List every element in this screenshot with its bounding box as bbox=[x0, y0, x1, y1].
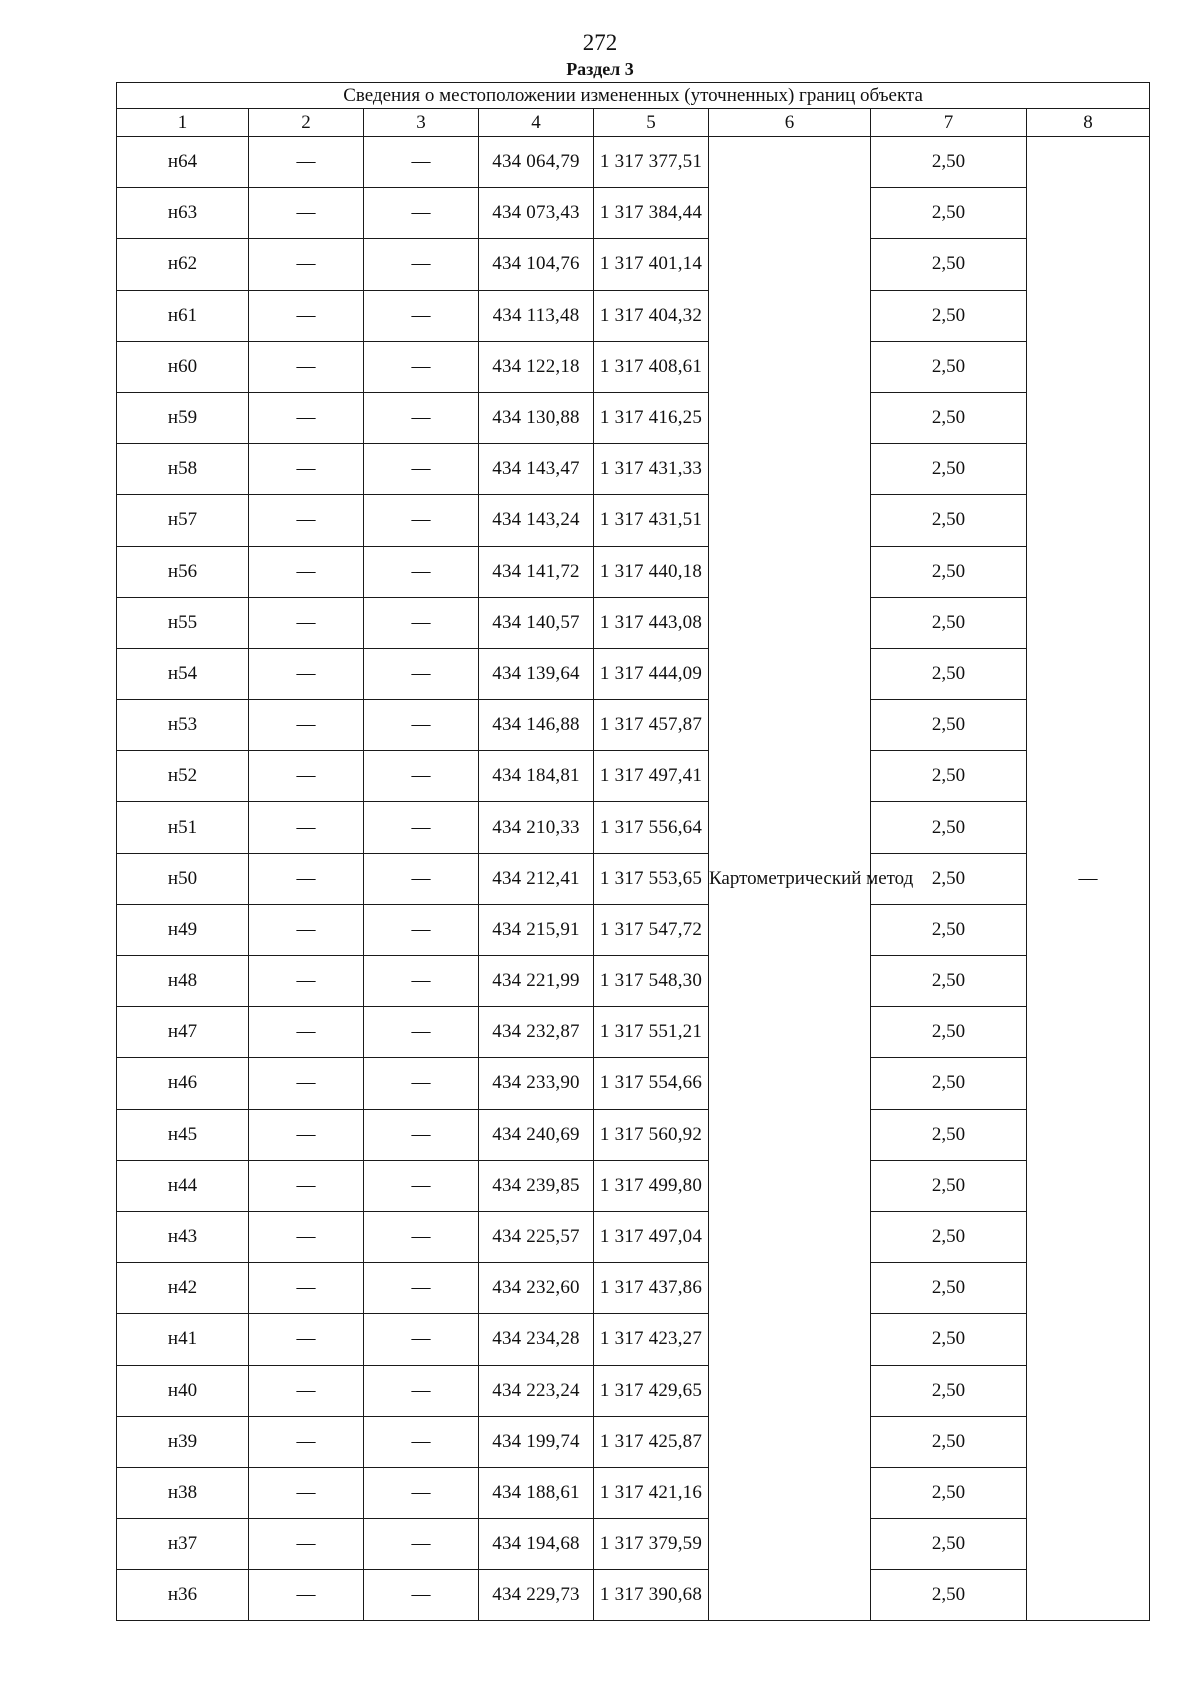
table-row bbox=[117, 904, 1150, 955]
column-number-7: 7 bbox=[871, 109, 1027, 137]
col2-cell: — bbox=[249, 751, 364, 802]
col3-cell: — bbox=[364, 1416, 479, 1467]
y-coordinate-cell: 1 317 497,04 bbox=[594, 1211, 709, 1262]
y-coordinate-cell: 1 317 379,59 bbox=[594, 1519, 709, 1570]
x-coordinate-cell: 434 225,57 bbox=[479, 1211, 594, 1262]
col2-cell: — bbox=[249, 290, 364, 341]
accuracy-cell: 2,50 bbox=[871, 546, 1027, 597]
column-number-1: 1 bbox=[117, 109, 249, 137]
x-coordinate-cell: 434 229,73 bbox=[479, 1570, 594, 1621]
col3-cell: — bbox=[364, 700, 479, 751]
x-coordinate-cell: 434 130,88 bbox=[479, 392, 594, 443]
accuracy-cell: 2,50 bbox=[871, 444, 1027, 495]
table-row bbox=[117, 290, 1150, 341]
table-row bbox=[117, 341, 1150, 392]
col3-cell: — bbox=[364, 290, 479, 341]
point-name-cell: н58 bbox=[117, 444, 249, 495]
y-coordinate-cell: 1 317 553,65 bbox=[594, 853, 709, 904]
accuracy-cell: 2,50 bbox=[871, 1058, 1027, 1109]
x-coordinate-cell: 434 233,90 bbox=[479, 1058, 594, 1109]
accuracy-cell: 2,50 bbox=[871, 700, 1027, 751]
table-row bbox=[117, 1211, 1150, 1262]
table-row bbox=[117, 853, 1150, 904]
y-coordinate-cell: 1 317 408,61 bbox=[594, 341, 709, 392]
col2-cell: — bbox=[249, 597, 364, 648]
x-coordinate-cell: 434 188,61 bbox=[479, 1467, 594, 1518]
table-row bbox=[117, 188, 1150, 239]
boundary-points-table bbox=[116, 82, 1150, 1621]
column-number-2: 2 bbox=[249, 109, 364, 137]
y-coordinate-cell: 1 317 443,08 bbox=[594, 597, 709, 648]
col3-cell: — bbox=[364, 751, 479, 802]
col2-cell: — bbox=[249, 648, 364, 699]
point-name-cell: н51 bbox=[117, 802, 249, 853]
col3-cell: — bbox=[364, 392, 479, 443]
col3-cell: — bbox=[364, 1263, 479, 1314]
accuracy-cell: 2,50 bbox=[871, 1570, 1027, 1621]
table-row bbox=[117, 392, 1150, 443]
table-row bbox=[117, 1519, 1150, 1570]
x-coordinate-cell: 434 194,68 bbox=[479, 1519, 594, 1570]
point-name-cell: н50 bbox=[117, 853, 249, 904]
y-coordinate-cell: 1 317 444,09 bbox=[594, 648, 709, 699]
column-number-5: 5 bbox=[594, 109, 709, 137]
col2-cell: — bbox=[249, 1109, 364, 1160]
accuracy-cell: 2,50 bbox=[871, 290, 1027, 341]
col2-cell: — bbox=[249, 700, 364, 751]
y-coordinate-cell: 1 317 431,51 bbox=[594, 495, 709, 546]
table-row bbox=[117, 597, 1150, 648]
x-coordinate-cell: 434 139,64 bbox=[479, 648, 594, 699]
x-coordinate-cell: 434 143,24 bbox=[479, 495, 594, 546]
x-coordinate-cell: 434 223,24 bbox=[479, 1365, 594, 1416]
accuracy-cell: 2,50 bbox=[871, 956, 1027, 1007]
accuracy-cell: 2,50 bbox=[871, 1160, 1027, 1211]
point-name-cell: н46 bbox=[117, 1058, 249, 1109]
x-coordinate-cell: 434 239,85 bbox=[479, 1160, 594, 1211]
col2-cell: — bbox=[249, 853, 364, 904]
x-coordinate-cell: 434 073,43 bbox=[479, 188, 594, 239]
point-name-cell: н62 bbox=[117, 239, 249, 290]
y-coordinate-cell: 1 317 384,44 bbox=[594, 188, 709, 239]
accuracy-cell: 2,50 bbox=[871, 648, 1027, 699]
point-name-cell: н45 bbox=[117, 1109, 249, 1160]
x-coordinate-cell: 434 104,76 bbox=[479, 239, 594, 290]
y-coordinate-cell: 1 317 440,18 bbox=[594, 546, 709, 597]
y-coordinate-cell: 1 317 547,72 bbox=[594, 904, 709, 955]
y-coordinate-cell: 1 317 556,64 bbox=[594, 802, 709, 853]
x-coordinate-cell: 434 240,69 bbox=[479, 1109, 594, 1160]
x-coordinate-cell: 434 113,48 bbox=[479, 290, 594, 341]
col2-cell: — bbox=[249, 802, 364, 853]
accuracy-cell: 2,50 bbox=[871, 597, 1027, 648]
col8-cell: — bbox=[1027, 137, 1150, 1621]
accuracy-cell: 2,50 bbox=[871, 904, 1027, 955]
col3-cell: — bbox=[364, 1211, 479, 1262]
col3-cell: — bbox=[364, 1314, 479, 1365]
col3-cell: — bbox=[364, 956, 479, 1007]
col3-cell: — bbox=[364, 597, 479, 648]
y-coordinate-cell: 1 317 437,86 bbox=[594, 1263, 709, 1314]
col2-cell: — bbox=[249, 1160, 364, 1211]
table-row bbox=[117, 239, 1150, 290]
point-name-cell: н39 bbox=[117, 1416, 249, 1467]
col3-cell: — bbox=[364, 444, 479, 495]
x-coordinate-cell: 434 143,47 bbox=[479, 444, 594, 495]
point-name-cell: н37 bbox=[117, 1519, 249, 1570]
y-coordinate-cell: 1 317 554,66 bbox=[594, 1058, 709, 1109]
accuracy-cell: 2,50 bbox=[871, 1416, 1027, 1467]
col2-cell: — bbox=[249, 1467, 364, 1518]
col2-cell: — bbox=[249, 239, 364, 290]
col2-cell: — bbox=[249, 1519, 364, 1570]
col2-cell: — bbox=[249, 546, 364, 597]
col2-cell: — bbox=[249, 1211, 364, 1262]
x-coordinate-cell: 434 221,99 bbox=[479, 956, 594, 1007]
accuracy-cell: 2,50 bbox=[871, 1519, 1027, 1570]
table-row bbox=[117, 1416, 1150, 1467]
page-number: 272 bbox=[582, 30, 618, 55]
y-coordinate-cell: 1 317 416,25 bbox=[594, 392, 709, 443]
col2-cell: — bbox=[249, 1007, 364, 1058]
x-coordinate-cell: 434 184,81 bbox=[479, 751, 594, 802]
point-name-cell: н40 bbox=[117, 1365, 249, 1416]
point-name-cell: н49 bbox=[117, 904, 249, 955]
accuracy-cell: 2,50 bbox=[871, 1467, 1027, 1518]
point-name-cell: н53 bbox=[117, 700, 249, 751]
table-row bbox=[117, 956, 1150, 1007]
col3-cell: — bbox=[364, 648, 479, 699]
col3-cell: — bbox=[364, 1160, 479, 1211]
table-row bbox=[117, 495, 1150, 546]
accuracy-cell: 2,50 bbox=[871, 1109, 1027, 1160]
accuracy-cell: 2,50 bbox=[871, 853, 1027, 904]
table-row bbox=[117, 137, 1150, 188]
col3-cell: — bbox=[364, 802, 479, 853]
col2-cell: — bbox=[249, 495, 364, 546]
table-row bbox=[117, 700, 1150, 751]
y-coordinate-cell: 1 317 425,87 bbox=[594, 1416, 709, 1467]
point-name-cell: н36 bbox=[117, 1570, 249, 1621]
table-row bbox=[117, 1058, 1150, 1109]
point-name-cell: н56 bbox=[117, 546, 249, 597]
table-row bbox=[117, 1263, 1150, 1314]
method-cell: Картометрический метод bbox=[709, 137, 871, 1621]
y-coordinate-cell: 1 317 499,80 bbox=[594, 1160, 709, 1211]
accuracy-cell: 2,50 bbox=[871, 802, 1027, 853]
column-number-3: 3 bbox=[364, 109, 479, 137]
col3-cell: — bbox=[364, 495, 479, 546]
accuracy-cell: 2,50 bbox=[871, 1211, 1027, 1262]
table-caption: Сведения о местоположении измененных (уточненных) границ объекта bbox=[117, 83, 1150, 109]
accuracy-cell: 2,50 bbox=[871, 239, 1027, 290]
table-row bbox=[117, 444, 1150, 495]
col2-cell: — bbox=[249, 444, 364, 495]
point-name-cell: н57 bbox=[117, 495, 249, 546]
column-number-8: 8 bbox=[1027, 109, 1150, 137]
col3-cell: — bbox=[364, 341, 479, 392]
point-name-cell: н54 bbox=[117, 648, 249, 699]
table-row bbox=[117, 1109, 1150, 1160]
table-row bbox=[117, 1007, 1150, 1058]
y-coordinate-cell: 1 317 377,51 bbox=[594, 137, 709, 188]
accuracy-cell: 2,50 bbox=[871, 1263, 1027, 1314]
point-name-cell: н61 bbox=[117, 290, 249, 341]
table-row bbox=[117, 802, 1150, 853]
table-row bbox=[117, 1314, 1150, 1365]
col3-cell: — bbox=[364, 1467, 479, 1518]
col3-cell: — bbox=[364, 1058, 479, 1109]
accuracy-cell: 2,50 bbox=[871, 1365, 1027, 1416]
accuracy-cell: 2,50 bbox=[871, 137, 1027, 188]
point-name-cell: н48 bbox=[117, 956, 249, 1007]
x-coordinate-cell: 434 215,91 bbox=[479, 904, 594, 955]
table-row bbox=[117, 546, 1150, 597]
x-coordinate-cell: 434 234,28 bbox=[479, 1314, 594, 1365]
y-coordinate-cell: 1 317 431,33 bbox=[594, 444, 709, 495]
point-name-cell: н44 bbox=[117, 1160, 249, 1211]
col3-cell: — bbox=[364, 904, 479, 955]
col3-cell: — bbox=[364, 188, 479, 239]
table-row bbox=[117, 1160, 1150, 1211]
accuracy-cell: 2,50 bbox=[871, 751, 1027, 802]
col3-cell: — bbox=[364, 1570, 479, 1621]
col2-cell: — bbox=[249, 1416, 364, 1467]
col2-cell: — bbox=[249, 1263, 364, 1314]
accuracy-cell: 2,50 bbox=[871, 495, 1027, 546]
col2-cell: — bbox=[249, 904, 364, 955]
x-coordinate-cell: 434 232,60 bbox=[479, 1263, 594, 1314]
col3-cell: — bbox=[364, 1109, 479, 1160]
point-name-cell: н38 bbox=[117, 1467, 249, 1518]
y-coordinate-cell: 1 317 457,87 bbox=[594, 700, 709, 751]
section-title: Раздел 3 bbox=[566, 59, 634, 79]
col3-cell: — bbox=[364, 1365, 479, 1416]
col2-cell: — bbox=[249, 1365, 364, 1416]
x-coordinate-cell: 434 232,87 bbox=[479, 1007, 594, 1058]
col2-cell: — bbox=[249, 188, 364, 239]
column-number-6: 6 bbox=[709, 109, 871, 137]
col2-cell: — bbox=[249, 341, 364, 392]
x-coordinate-cell: 434 210,33 bbox=[479, 802, 594, 853]
col2-cell: — bbox=[249, 1314, 364, 1365]
col3-cell: — bbox=[364, 546, 479, 597]
table-row bbox=[117, 1570, 1150, 1621]
x-coordinate-cell: 434 212,41 bbox=[479, 853, 594, 904]
point-name-cell: н55 bbox=[117, 597, 249, 648]
table-row bbox=[117, 1365, 1150, 1416]
y-coordinate-cell: 1 317 560,92 bbox=[594, 1109, 709, 1160]
x-coordinate-cell: 434 140,57 bbox=[479, 597, 594, 648]
point-name-cell: н42 bbox=[117, 1263, 249, 1314]
accuracy-cell: 2,50 bbox=[871, 341, 1027, 392]
point-name-cell: н52 bbox=[117, 751, 249, 802]
table-row bbox=[117, 648, 1150, 699]
accuracy-cell: 2,50 bbox=[871, 1007, 1027, 1058]
point-name-cell: н64 bbox=[117, 137, 249, 188]
y-coordinate-cell: 1 317 404,32 bbox=[594, 290, 709, 341]
y-coordinate-cell: 1 317 401,14 bbox=[594, 239, 709, 290]
point-name-cell: н60 bbox=[117, 341, 249, 392]
col2-cell: — bbox=[249, 392, 364, 443]
accuracy-cell: 2,50 bbox=[871, 188, 1027, 239]
table-row bbox=[117, 1467, 1150, 1518]
y-coordinate-cell: 1 317 497,41 bbox=[594, 751, 709, 802]
x-coordinate-cell: 434 141,72 bbox=[479, 546, 594, 597]
accuracy-cell: 2,50 bbox=[871, 1314, 1027, 1365]
y-coordinate-cell: 1 317 548,30 bbox=[594, 956, 709, 1007]
x-coordinate-cell: 434 146,88 bbox=[479, 700, 594, 751]
column-number-4: 4 bbox=[479, 109, 594, 137]
col2-cell: — bbox=[249, 1570, 364, 1621]
x-coordinate-cell: 434 122,18 bbox=[479, 341, 594, 392]
point-name-cell: н43 bbox=[117, 1211, 249, 1262]
y-coordinate-cell: 1 317 429,65 bbox=[594, 1365, 709, 1416]
point-name-cell: н41 bbox=[117, 1314, 249, 1365]
col3-cell: — bbox=[364, 853, 479, 904]
point-name-cell: н47 bbox=[117, 1007, 249, 1058]
col3-cell: — bbox=[364, 1519, 479, 1570]
col3-cell: — bbox=[364, 239, 479, 290]
point-name-cell: н59 bbox=[117, 392, 249, 443]
col2-cell: — bbox=[249, 1058, 364, 1109]
col3-cell: — bbox=[364, 1007, 479, 1058]
x-coordinate-cell: 434 199,74 bbox=[479, 1416, 594, 1467]
y-coordinate-cell: 1 317 423,27 bbox=[594, 1314, 709, 1365]
accuracy-cell: 2,50 bbox=[871, 392, 1027, 443]
y-coordinate-cell: 1 317 390,68 bbox=[594, 1570, 709, 1621]
y-coordinate-cell: 1 317 421,16 bbox=[594, 1467, 709, 1518]
col2-cell: — bbox=[249, 137, 364, 188]
table-row bbox=[117, 751, 1150, 802]
point-name-cell: н63 bbox=[117, 188, 249, 239]
col2-cell: — bbox=[249, 956, 364, 1007]
y-coordinate-cell: 1 317 551,21 bbox=[594, 1007, 709, 1058]
x-coordinate-cell: 434 064,79 bbox=[479, 137, 594, 188]
col3-cell: — bbox=[364, 137, 479, 188]
